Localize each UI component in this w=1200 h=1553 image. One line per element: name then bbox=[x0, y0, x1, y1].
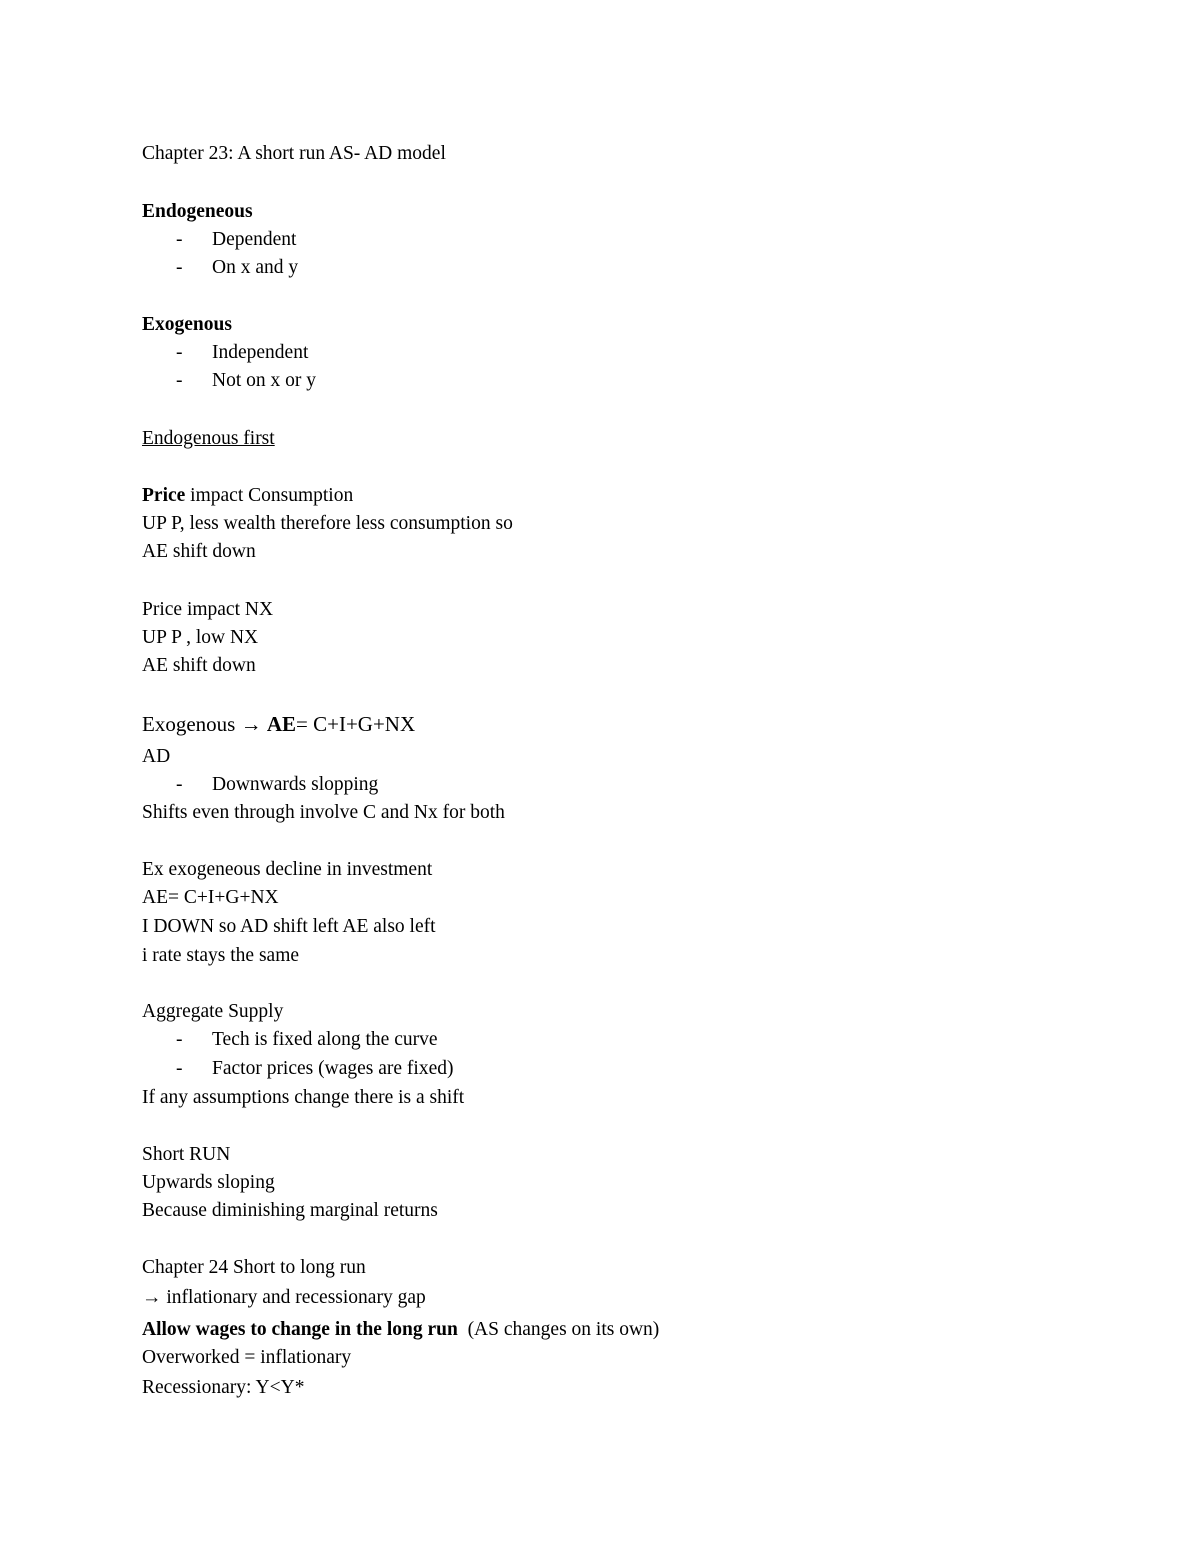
chapter24-title: Chapter 24 Short to long run bbox=[142, 1257, 366, 1278]
heading-exogenous: Exogenous bbox=[142, 314, 232, 335]
price-nx-line-3: AE shift down bbox=[142, 655, 256, 676]
chapter24-recessionary-line: Recessionary: Y<Y* bbox=[142, 1377, 305, 1398]
aggregate-supply-heading: Aggregate Supply bbox=[142, 1001, 284, 1022]
example-line-3: I DOWN so AD shift left AE also left bbox=[142, 916, 436, 937]
chapter24-wages-line: Allow wages to change in the long run (AS changes on its own) bbox=[142, 1319, 660, 1340]
short-run-line-3: Because diminishing marginal returns bbox=[142, 1200, 438, 1221]
exogenous-ae-line: Exogenous → AE= C+I+G+NX bbox=[142, 712, 416, 736]
short-run-line-1: Short RUN bbox=[142, 1144, 231, 1165]
subheading-endogenous-first: Endogenous first bbox=[142, 428, 275, 449]
aggregate-supply-shift-line: If any assumptions change there is a shift bbox=[142, 1087, 465, 1108]
example-line-2: AE= C+I+G+NX bbox=[142, 887, 279, 908]
ad-shifts-line: Shifts even through involve C and Nx for both bbox=[142, 802, 505, 823]
short-run-line-2: Upwards sloping bbox=[142, 1172, 275, 1193]
ad-heading: AD bbox=[142, 746, 171, 767]
example-line-4: i rate stays the same bbox=[142, 945, 300, 966]
document-page: Chapter 23: A short run AS- AD model Endogeneous - Dependent - On x and y Exogenous - Independent - Not on x or y Endogenous first Price impact Consumption UP P, less wealth therefore less consumption so AE shift down Price impact NX UP P , low NX AE shift down Exogenous → AE= C+I+G+NX AD - Downwards slopping Shifts even through involve C and Nx for both Ex exogeneous decline in investment AE= C+I+G+NX I DOWN so AD shift left AE also left i rate stays the same Aggregate Supply - Tech is fixed along the curve - Factor prices (wages are fixed) If any assumptions change there is a shift Short RUN Upwards sloping Because diminishing marginal returns Chapter 24 Short to long run → inflationary and recessionary gap Allow wages to change in the long run (AS changes on its own) Overworked = inflationary Recessionary: Y<Y* bbox=[0, 0, 1200, 1553]
chapter24-overworked-line: Overworked = inflationary bbox=[142, 1347, 352, 1368]
chapter-title: Chapter 23: A short run AS- AD model bbox=[142, 143, 446, 164]
price-consumption-line-2: UP P, less wealth therefore less consumption so bbox=[142, 513, 513, 534]
price-consumption-line-3: AE shift down bbox=[142, 541, 256, 562]
heading-endogeneous: Endogeneous bbox=[142, 201, 253, 222]
price-consumption-line: Price impact Consumption bbox=[142, 485, 354, 506]
price-nx-line-2: UP P , low NX bbox=[142, 627, 259, 648]
chapter24-gap-line: → inflationary and recessionary gap bbox=[142, 1287, 426, 1308]
example-line-1: Ex exogeneous decline in investment bbox=[142, 859, 433, 880]
price-nx-line: Price impact NX bbox=[142, 599, 274, 620]
